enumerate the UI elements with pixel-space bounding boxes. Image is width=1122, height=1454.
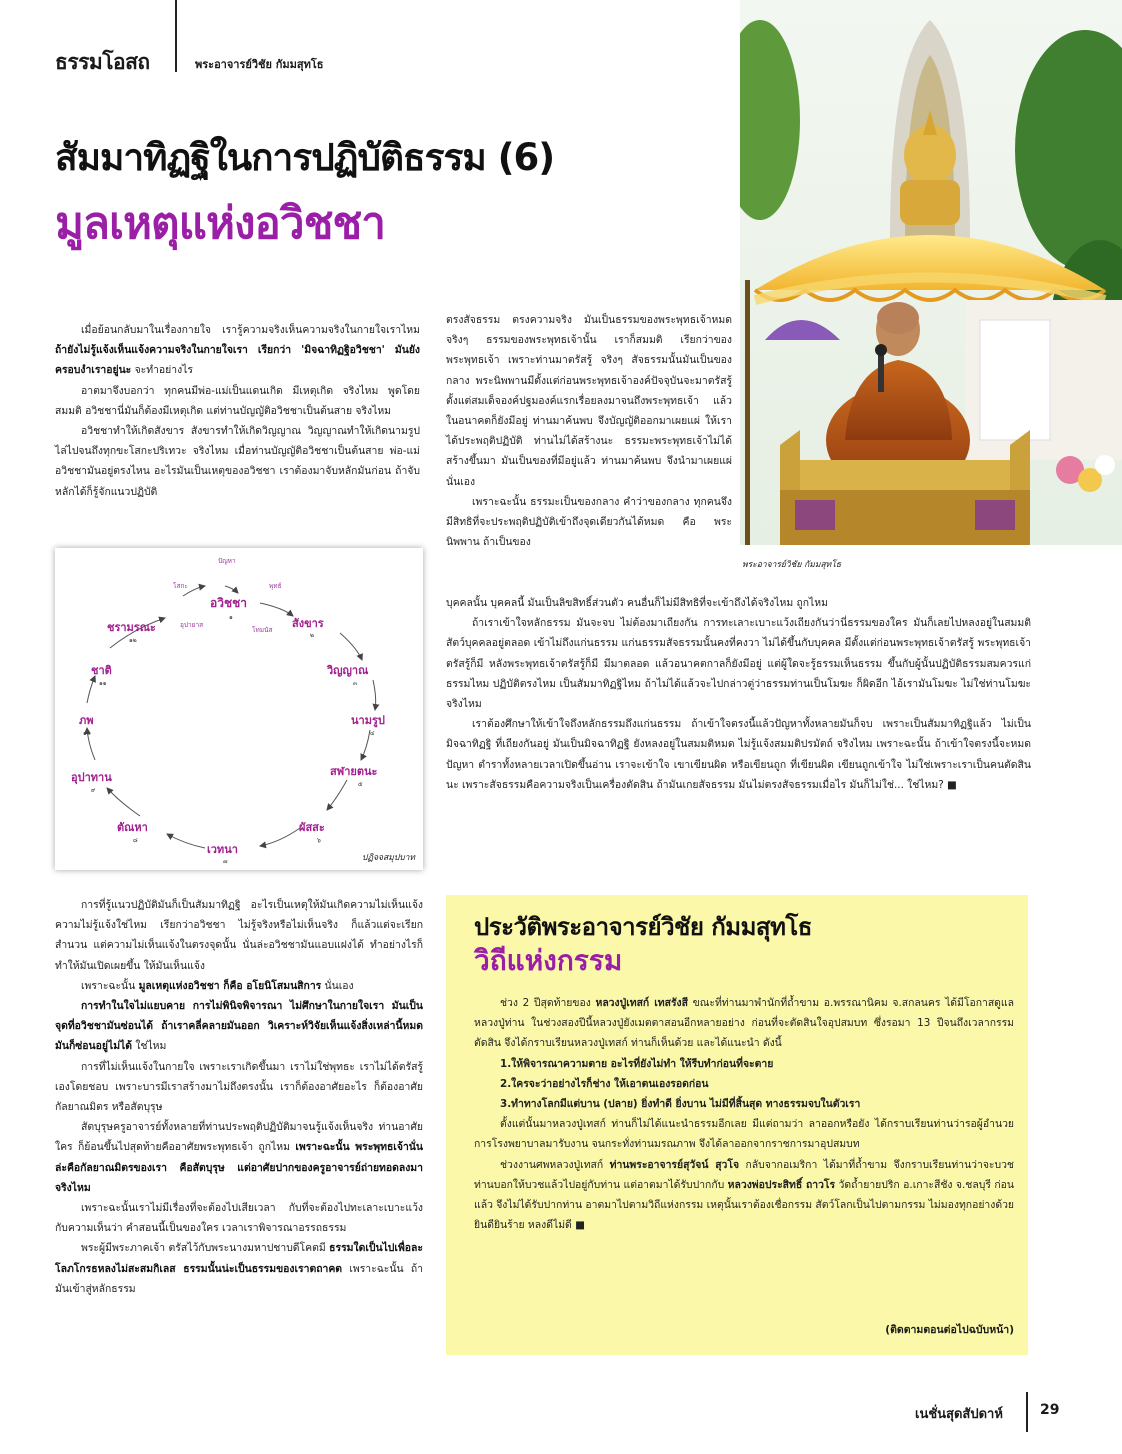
num-avijja: ๑ — [229, 614, 233, 621]
list-item: 3.ทำทางโลกมีแต่บาน (ปลาย) ยิ่งทำดี ยิ่งบาน ไม่มีที่สิ้นสุด ทางธรรมจบในตัวเรา — [500, 1098, 861, 1111]
footer-divider — [1026, 1392, 1028, 1432]
sidebar-subtitle: วิถีแห่งกรรม — [474, 944, 623, 977]
page-number: 29 — [1040, 1402, 1060, 1418]
label-dukkha: พุทธ์ — [269, 582, 282, 590]
label-domanassa: โทมนัส — [252, 626, 273, 634]
paragraph: ตั้งแต่นั้นมาหลวงปู่เทสก์ ท่านก็ไม่ได้แนะนำธรรมอีกเลย มีแต่ถามว่า ลาออกหรือยัง ได้กราบเรียนท่านว่ารอผู้อำนวยการโรงพยาบาลมารับงาน จนกระทั่งท่านมรณภาพ จึงได้ลาออกจากราชการมาอุปสมบท — [474, 1118, 1014, 1151]
article-column-bottom — [55, 895, 423, 1299]
paragraph: เพราะฉะนั้น มูลเหตุแห่งอวิชชา ก็คือ อโยนิโสมนสิการ นั่นเอง — [81, 979, 354, 992]
label-upayasa: อุปายาส — [180, 621, 204, 629]
paragraph: ตรงสัจธรรม ตรงความจริง มันเป็นธรรมของพระพุทธเจ้าหมด จริงๆ ธรรมของพระพุทธเจ้านั้น เราก็สมมติ เรียกว่าของพระพุทธเจ้า เพราะท่านมาตรัสรู้ จริงๆ สัจธรรมนั้นมันเป็นของกลาง พระนิพพานมีตั้งแต่ก่อนพระพุทธเจ้าองค์ปัจจุบันจะมาตรัสรู้ ตั้งแต่สมเด็จองค์ปฐมองค์แรกเรื่อยลงมาจนถึงพระพุทธเจ้า แล้วในอนาคตก็ยังมีอยู่ ท่านมาค้นพบ จึงบัญญัติออกมาเผยแผ่ ให้เราได้ประพฤติปฏิบัติ ท่านไม่ได้สร้างนะ ธรรมะพระพุทธเจ้าไม่ได้สร้างขึ้นมา มันเป็นของที่มีอยู่แล้ว ท่านมาค้นพบ จึงนำมาเผยแผ่นั่นเอง — [446, 314, 732, 488]
paragraph: บุคคลนั้น บุคคลนี้ มันเป็นลิขสิทธิ์ส่วนตัว คนอื่นก็ไม่มีสิทธิที่จะเข้าถึงได้จริงไหม ถูกไหม — [446, 597, 828, 609]
magazine-name: เนชั่นสุดสัปดาห์ — [915, 1407, 1003, 1422]
article-title: สัมมาทิฏฐิในการปฏิบัติธรรม (6) — [55, 136, 555, 179]
article-column-1 — [55, 320, 420, 502]
paragraph: เพราะฉะนั้นเราไม่มีเรื่องที่จะต้องไปเสียเวลา กับที่จะต้องไปทะเลาะเบาะแว้งกับความเห็นว่า คำสอนนี้เป็นของใคร เวลาเราพิจารณาอรรถธรรม — [55, 1202, 423, 1235]
paticcasamuppada-diagram: ปัญหา โสกะ พุทธ์ อวิชชา ๑ อุปายาส โทมนัส สังขาร ๒ วิญญาณ ๓ นามรูป ๔ สฬายตนะ ๕ ผัสสะ ๖ เวทนา ๗ ตัณหา ๘ อุปาทาน ๙ ภพ ๑๐ ชาติ ๑๑ ชรามรณะ ๑๒ ปฏิจจสมุปบาท — [55, 548, 423, 870]
label-soka: โสกะ — [173, 582, 188, 590]
diagram-caption: ปฏิจจสมุปบาท — [361, 853, 415, 863]
label-avijja: อวิชชา — [210, 596, 247, 610]
node-sankhara: สังขาร — [292, 617, 324, 630]
node-jati: ชาติ — [91, 664, 112, 677]
paragraph: การที่รู้แนวปฏิบัติมันก็เป็นสัมมาทิฏฐิ อะไรเป็นเหตุให้มันเกิดความไม่เห็นแจ้ง ความไม่รู้แจ้งใช่ไหม เรียกว่าอวิชชา ไม่รู้จริงหรือไม่เห็นจริง ก็แล้วแต่จะเรียกสำนวน แต่ความไม่เห็นแจ้งในตรงจุดนั้น นั่นล่ะอวิชชามันแอบแฝงได้ ทำอย่างไรก็ทำให้มันเปิดเผยขึ้น ให้มันเห็นแจ้ง — [55, 899, 423, 972]
paragraph: ถ้าเราเข้าใจหลักธรรม มันจะจบ ไม่ต้องมาเถียงกัน การทะเลาะเบาะแว้งเถียงกันว่านี่ธรรมของใคร มันก็เลยไปหลงอยู่ในสมมติสัตว์บุคคลอยู่ตลอด เข้าไม่ถึงแก่นธรรม แก่นธรรมสัจธรรมนั้นคงที่คงวา ไม่ได้ขึ้นกับบุคคล มีตั้งแต่ก่อนพระพุทธเจ้าตรัสรู้ พระพุทธเจ้าตรัสรู้ก็มี หลังพระพุทธเจ้าตรัสรู้ก็มี มีมาตลอด แล้วอนาคตกาลก็ยังมีอยู่ แต่ผู้ใดจะรู้ธรรมเห็นธรรม ขึ้นกับผู้นั้นปฏิบัติธรรมสมควรแก่ธรรมไหม ปฏิบัติตรงไหม เป็นสัมมาทิฏฐิไหม ถ้าไม่ได้แล้วจะไปกล่าวตู่ว่าธรรมท่านเป็นโมฆะ ก็ผิดอีก ไอ้เรามันโมฆะ ไม่ใช่ท่านโมฆะ จริงไหม — [446, 617, 1031, 711]
node-salayatana: สฬายตนะ — [330, 765, 378, 778]
paragraph: การทำในใจไม่แยบคาย การไม่พินิจพิจารณา ไม่ศึกษาในกายใจเรา มันเป็นจุดที่อวิชชามันซ่อนได้ ถ้าเราคลี่คลายมันออก วิเคราะห์วิจัยเห็นแจ้งสิ่งเหล่านี้หมด มันก็ซ่อนอยู่ไม่ได้ ใช่ไหม — [55, 1000, 423, 1053]
section-name: ธรรมโอสถ — [55, 50, 150, 74]
node-upadana: อุปาทาน — [71, 771, 112, 784]
paragraph: อวิชชาทำให้เกิดสังขาร สังขารทำให้เกิดวิญญาณ วิญญาณทำให้เกิดนามรูป ไล่ไปจนถึงทุกขะโสกะปริเทวะ จริงไหม เมื่อท่านบัญญัติอวิชชาเป็นต้นสาย พ่อ-แม่อวิชชามันอยู่ตรงไหน อะไรมันเป็นเหตุของอวิชชา เราต้องมาจับหลักมันก่อน ถ้าจับหลักได้ก็รู้จักแนวปฏิบัติ — [55, 425, 420, 498]
article-column-wide — [446, 593, 1031, 795]
photo-caption: พระอาจารย์วิชัย กัมมสุทโธ — [742, 560, 842, 570]
paragraph: พระผู้มีพระภาคเจ้า ตรัสไว้กับพระนางมหาปชาบดีโคตมี ธรรมใดเป็นไปเพื่อละโลภโกรธหลงไม่สะสมกิเลส ธรรมนั้นน่ะเป็นธรรมของเราตถาคต เพราะฉะนั้น ถ้ามันเข้าสู่หลักธรรม — [55, 1242, 423, 1295]
paragraph: เมื่อย้อนกลับมาในเรื่องกายใจ เรารู้ความจริงเห็นความจริงในกายใจเราไหม ถ้ายังไม่รู้แจ้งเห็นแจ้งความจริงในกายใจเรา เรียกว่า 'มิจฉาทิฏฐิอวิชชา' มันยังครอบงำเราอยู่นะ จะทำอย่างไร — [55, 324, 420, 377]
paragraph: เราต้องศึกษาให้เข้าใจถึงหลักธรรมถึงแก่นธรรม ถ้าเข้าใจตรงนี้แล้วปัญหาทั้งหลายมันก็จบ เพราะเป็นสัมมาทิฏฐิแล้ว ไม่เป็นมิจฉาทิฏฐิ ที่เถียงกันอยู่ มันเป็นมิจฉาทิฏฐิ ยังหลงอยู่ในสมมติหมด ไม่รู้แจ้งสมมติปรมัตถ์ จริงไหม เพราะฉะนั้น ถ้าเข้าใจตรงนี้จะหมดปัญหา ตำราทั้งหลายเวลาเปิดขึ้นอ่าน เราจะเข้าใจ เขาเขียนผิด หรือเขียนถูก ที่เขียนผิด เขียนถูกเข้าใจ ไม่ใช่เพราะเราเป็นคนตัดสินนะ เพราะสัจธรรมคือความจริงเป็นเครื่องตัดสิน ถ้ามันเกยสัจธรรม มันไม่ตรงสัจธรรมเมื่อไร มันก็ไม่ใช่... ใช่ไหม? ■ — [446, 718, 1031, 791]
sidebar-body — [474, 993, 1014, 1235]
node-vedana: เวทนา — [207, 843, 238, 856]
node-namarupa: นามรูป — [351, 714, 385, 727]
biography-sidebar — [446, 895, 1028, 1355]
node-vinnana: วิญญาณ — [327, 664, 369, 677]
article-column-2 — [446, 310, 732, 552]
node-phassa: ผัสสะ — [299, 821, 325, 834]
header-author: พระอาจารย์วิชัย กัมมสุทโธ — [195, 58, 324, 71]
paragraph: ช่วงงานศพหลวงปู่เทสก์ ท่านพระอาจารย์สุวัจน์ สุวโจ กลับจากอเมริกา ได้มาที่ถ้ำขาม จึงกราบเรียนท่านว่าจะบวช ท่านบอกให้บวชแล้วไปอยู่กับท่าน แต่อาตมาได้รับปากกับ หลวงพ่อประสิทธิ์ ถาวโร วัดถ้ำยายปริก อ.เกาะสีชัง จ.ชลบุรี ก่อนแล้ว จึงไม่ได้รับปากท่าน อาตมาไปตามวิถีแห่งกรรม เหตุนั้นเราต้องเชื่อกรรม สัตว์โลกเป็นไปตามกรรม ไม่มองทุกอย่างด้วยยินดียินร้าย หลงดีไม่ดี ■ — [474, 1158, 1014, 1232]
sidebar-title: ประวัติพระอาจารย์วิชัย กัมมสุทโธ — [474, 913, 812, 941]
list-item: 2.ใครจะว่าอย่างไรก็ช่าง ให้เอาตนเองรอดก่อน — [500, 1077, 709, 1090]
paragraph: อาตมาจึงบอกว่า ทุกคนมีพ่อ-แม่เป็นแดนเกิด มีเหตุเกิด จริงไหม พูดโดยสมมติ อวิชชานี่มันก็ต้องมีเหตุเกิด แต่ท่านบัญญัติอวิชชาเป็นต้นสาย จริงไหม — [55, 384, 420, 417]
continued-note: (ติดตามตอนต่อไปฉบับหน้า) — [885, 1324, 1014, 1336]
label-pariya: ปัญหา — [218, 557, 236, 565]
paragraph: สัตบุรุษครูอาจารย์ทั้งหลายที่ท่านประพฤติปฏิบัติมาจนรู้แจ้งเห็นจริง ท่านอาศัยใคร ก็ย้อนขึ้นไปสุดท้ายคืออาศัยพระพุทธเจ้า ถูกไหม เพราะฉะนั้น พระพุทธเจ้านั่นล่ะคือกัลยาณมิตรของเรา คือสัตบุรุษ แต่อาศัยปากของครูอาจารย์ถ่ายทอดลงมา จริงไหม — [55, 1121, 423, 1194]
node-jaramarana: ชรามรณะ — [107, 621, 156, 634]
list-item: 1.ให้พิจารณาความตาย อะไรที่ยังไม่ทำ ให้รีบทำก่อนที่จะตาย — [500, 1057, 774, 1070]
header-divider — [175, 0, 177, 72]
article-subtitle: มูลเหตุแห่งอวิชชา — [55, 198, 385, 249]
paragraph: เพราะฉะนั้น ธรรมะเป็นของกลาง คำว่าของกลาง ทุกคนจึงมีสิทธิที่จะประพฤติปฏิบัติเข้าถึงจุดเดียวกันได้หมด คือ พระนิพพาน ถ้าเป็นของ — [446, 495, 732, 549]
node-tanha: ตัณหา — [117, 821, 148, 834]
monk-photo-illustration — [740, 0, 1122, 545]
hero-photo — [740, 0, 1122, 545]
node-bhava: ภพ — [79, 714, 94, 727]
paragraph: การที่ไม่เห็นแจ้งในกายใจ เพราะเราเกิดขึ้นมา เราไม่ใช่พุทธะ เราไม่ได้ตรัสรู้เองโดยชอบ เพราะบารมีเราสร้างมาไม่ถึงตรงนั้น เราก็ต้องอาศัยอะไร ก็ต้องอาศัยกัลยาณมิตร หรือสัตบุรุษ — [55, 1060, 423, 1114]
paragraph: ช่วง 2 ปีสุดท้ายของ หลวงปู่เทสก์ เทสรังสี ขณะที่ท่านมาพำนักที่ถ้ำขาม อ.พรรณานิคม จ.สกลนคร ได้มีโอกาสดูแลหลวงปู่ท่าน ในช่วงสองปีนี้หลวงปู่ยังเมตตาสอนอีกหลายอย่าง ก่อนที่จะตัดสินใจอุปสมบท ซึ่งรอมา 13 ปีจนถึงเวลากรรมตัดสิน จึงได้กราบเรียนหลวงปู่เทสก์ ท่านก็เห็นด้วย และได้แนะนำ ดังนี้ — [474, 997, 1014, 1050]
